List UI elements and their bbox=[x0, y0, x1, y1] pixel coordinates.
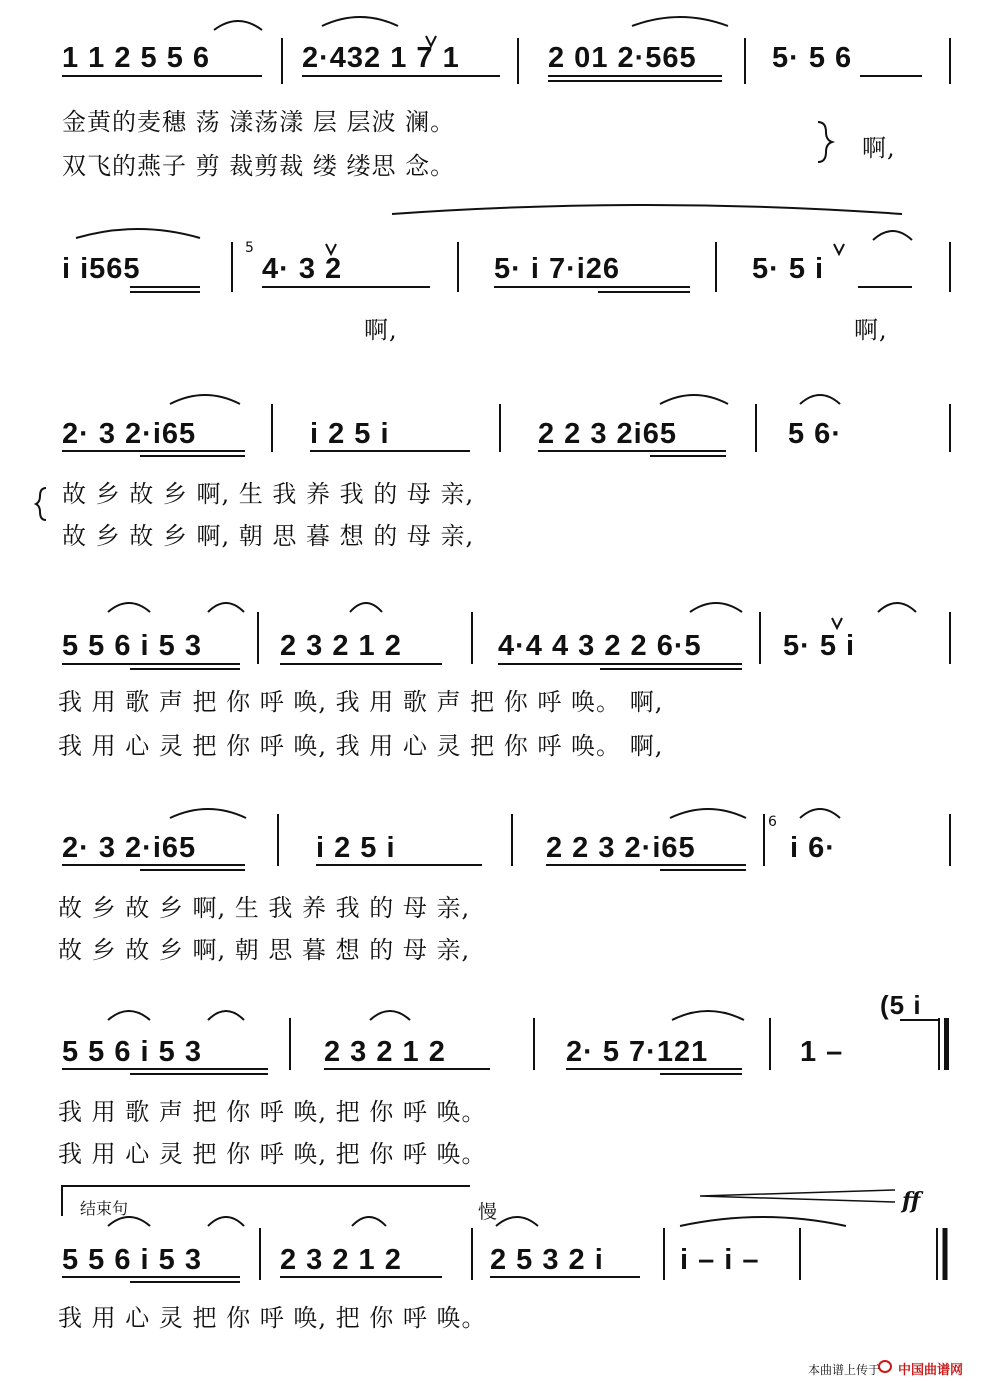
slur bbox=[108, 603, 150, 612]
s2-grace: 5 bbox=[245, 240, 254, 256]
slur bbox=[660, 395, 728, 404]
s2-notes-c: 5· i 7·i26 bbox=[494, 253, 621, 285]
s4-lyric-1: 我 用 歌 声 把 你 呼 唤, 我 用 歌 声 把 你 呼 唤。 啊, bbox=[58, 688, 664, 716]
s6-lyric-1: 我 用 歌 声 把 你 呼 唤, 把 你 呼 唤。 bbox=[58, 1098, 487, 1126]
s5-notes-c: 2 2 3 2·i65 bbox=[546, 832, 696, 864]
s1-notes-b: 2·432 1 7 1 bbox=[302, 42, 460, 74]
s4-notes-c: 4·4 4 3 2 2 6·5 bbox=[498, 630, 702, 662]
slur bbox=[208, 1217, 244, 1226]
slur bbox=[878, 603, 916, 612]
s7-notes-b: 2 3 2 1 2 bbox=[280, 1244, 402, 1276]
slur bbox=[672, 1011, 744, 1020]
slur bbox=[392, 205, 902, 214]
slur bbox=[873, 231, 912, 240]
slur bbox=[632, 17, 728, 26]
s6-notes-c: 2· 5 7·121 bbox=[566, 1036, 709, 1068]
slur bbox=[670, 809, 746, 818]
slur bbox=[108, 1011, 150, 1020]
s1-aside: 啊, bbox=[862, 134, 896, 162]
s2-notes-b: 4· 3 2 bbox=[262, 253, 343, 285]
slur bbox=[214, 21, 262, 30]
slur bbox=[350, 603, 382, 612]
s6-notes-d: 1 – bbox=[800, 1036, 844, 1068]
s5-lyric-2: 故 乡 故 乡 啊, 朝 思 暮 想 的 母 亲, bbox=[58, 936, 471, 964]
footer-site[interactable]: 中国曲谱网 bbox=[898, 1363, 964, 1378]
slur bbox=[690, 603, 742, 612]
slur bbox=[170, 395, 240, 404]
slur bbox=[322, 17, 398, 26]
slur bbox=[208, 1011, 244, 1020]
s5-notes-a: 2· 3 2·i65 bbox=[62, 832, 197, 864]
breath-mark bbox=[834, 244, 844, 254]
s4-notes-b: 2 3 2 1 2 bbox=[280, 630, 402, 662]
s3-lyric-2: 故 乡 故 乡 啊, 朝 思 暮 想 的 母 亲, bbox=[62, 522, 475, 550]
lyric-brace bbox=[818, 122, 832, 162]
s7-notes-d: i – i – bbox=[680, 1244, 760, 1276]
s5-lyric-1: 故 乡 故 乡 啊, 生 我 养 我 的 母 亲, bbox=[58, 894, 471, 922]
lyric-brace bbox=[36, 488, 46, 520]
s7-lyric-1: 我 用 心 灵 把 你 呼 唤, 把 你 呼 唤。 bbox=[58, 1304, 487, 1332]
s3-notes-b: i 2 5 i bbox=[310, 418, 390, 450]
slur bbox=[680, 1217, 846, 1226]
s1-lyric-2: 双飞的燕子 剪 裁剪裁 缕 缕思 念。 bbox=[62, 152, 456, 180]
s5-grace: 6 bbox=[768, 814, 777, 830]
slur bbox=[800, 809, 840, 818]
s3-notes-d: 5 6· bbox=[788, 418, 842, 450]
s4-notes-a: 5 5 6 i 5 3 bbox=[62, 630, 202, 662]
slur bbox=[352, 1217, 386, 1226]
s1-notes-d: 5· 5 6 bbox=[772, 42, 853, 74]
s6-paren: (5 i bbox=[880, 990, 922, 1020]
s7-tempo: 慢 bbox=[478, 1201, 498, 1223]
breath-mark bbox=[832, 618, 842, 628]
s5-notes-b: i 2 5 i bbox=[316, 832, 396, 864]
s2-notes-d: 5· 5 i bbox=[752, 253, 825, 285]
slur bbox=[496, 1217, 538, 1226]
s2-lyric-a: 啊, bbox=[364, 316, 398, 344]
s4-notes-d: 5· 5 i bbox=[783, 630, 856, 662]
s7-notes-a: 5 5 6 i 5 3 bbox=[62, 1244, 202, 1276]
crescendo-hairpin bbox=[700, 1190, 895, 1202]
slur bbox=[170, 809, 246, 818]
s6-notes-a: 5 5 6 i 5 3 bbox=[62, 1036, 202, 1068]
s2-notes-a: i i565 bbox=[62, 253, 141, 285]
s7-dynamic: ff bbox=[902, 1188, 921, 1214]
s6-notes-b: 2 3 2 1 2 bbox=[324, 1036, 446, 1068]
s1-lyric-1: 金黄的麦穗 荡 漾荡漾 层 层波 澜。 bbox=[62, 108, 456, 136]
site-logo-icon bbox=[878, 1360, 892, 1373]
s6-lyric-2: 我 用 心 灵 把 你 呼 唤, 把 你 呼 唤。 bbox=[58, 1140, 487, 1168]
slur bbox=[370, 1011, 410, 1020]
s3-notes-a: 2· 3 2·i65 bbox=[62, 418, 197, 450]
slur bbox=[800, 395, 840, 404]
s3-lyric-1: 故 乡 故 乡 啊, 生 我 养 我 的 母 亲, bbox=[62, 480, 475, 508]
s7-label: 结束句 bbox=[80, 1199, 129, 1218]
s3-notes-c: 2 2 3 2i65 bbox=[538, 418, 677, 450]
s2-lyric-b: 啊, bbox=[854, 316, 888, 344]
footer-uploaded: 本曲谱上传于 bbox=[808, 1363, 881, 1377]
s5-notes-d: i 6· bbox=[790, 832, 836, 864]
s4-lyric-2: 我 用 心 灵 把 你 呼 唤, 我 用 心 灵 把 你 呼 唤。 啊, bbox=[58, 732, 664, 760]
slur bbox=[76, 229, 200, 238]
slur bbox=[208, 603, 244, 612]
s1-notes-a: 1 1 2 5 5 6 bbox=[62, 42, 211, 74]
s7-notes-c: 2 5 3 2 i bbox=[490, 1244, 604, 1276]
s1-notes-c: 2 01 2·565 bbox=[548, 42, 697, 74]
